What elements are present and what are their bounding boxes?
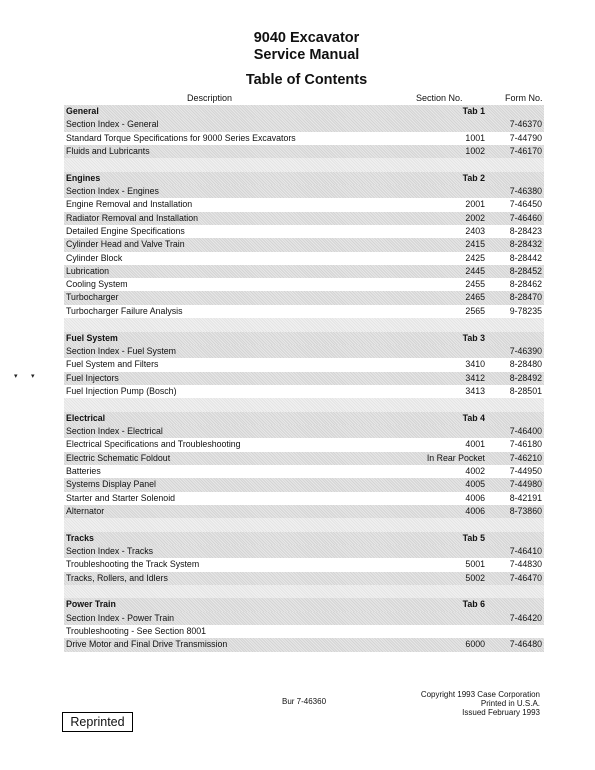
margin-mark: ▾ <box>31 373 35 380</box>
page-title: 9040 Excavator <box>253 30 360 46</box>
row-description: Detailed Engine Specifications <box>66 225 185 236</box>
row-section-number: 4002 <box>465 465 485 476</box>
row-description: Electrical Specifications and Troubleshooting <box>66 439 241 450</box>
row-form-number: 8-28492 <box>509 372 542 383</box>
table-row <box>64 265 544 278</box>
footer-imprint <box>421 690 540 717</box>
row-description: Standard Torque Specifications for 9000 Series Excavators <box>66 132 296 143</box>
row-description: Section Index - General <box>66 119 159 130</box>
toc-heading: Table of Contents <box>245 72 368 88</box>
row-description: Fuel Injection Pump (Bosch) <box>66 385 177 396</box>
row-section-number: 5002 <box>465 572 485 583</box>
row-form-number: 8-28442 <box>509 252 542 263</box>
section-name: Power Train <box>66 599 116 610</box>
row-description: Troubleshooting the Track System <box>66 559 200 570</box>
table-row <box>64 612 544 625</box>
row-form-number: 7-46370 <box>509 119 542 130</box>
row-description: Starter and Starter Solenoid <box>66 492 176 503</box>
row-form-number: 8-28480 <box>509 359 542 370</box>
row-section-number: 4006 <box>465 505 485 516</box>
row-form-number: 7-44830 <box>509 559 542 570</box>
row-form-number: 7-46400 <box>509 426 542 437</box>
row-form-number: 7-46380 <box>509 186 542 197</box>
section-heading-row <box>64 532 544 545</box>
table-row <box>64 465 544 478</box>
issued-line: Issued February 1993 <box>462 708 540 717</box>
row-form-number: 8-73860 <box>509 505 542 516</box>
section-heading-row <box>64 172 544 185</box>
row-section-number: 5001 <box>465 559 485 570</box>
table-row <box>64 425 544 438</box>
section-spacer <box>64 398 544 412</box>
column-header-row <box>64 93 544 105</box>
row-form-number: 7-46420 <box>509 612 542 623</box>
printed-line: Printed in U.S.A. <box>480 699 540 708</box>
table-row <box>64 558 544 571</box>
table-row <box>64 212 544 225</box>
table-row <box>64 305 544 318</box>
section-tab: Tab 6 <box>462 599 485 610</box>
row-section-number: 3413 <box>465 385 485 396</box>
row-form-number: 7-46170 <box>509 145 542 156</box>
row-form-number: 7-46460 <box>509 212 542 223</box>
row-description: Turbocharger <box>66 292 119 303</box>
row-form-number: 8-28452 <box>509 265 542 276</box>
row-description: Batteries <box>66 465 101 476</box>
row-description: Section Index - Power Train <box>66 612 175 623</box>
table-row <box>64 345 544 358</box>
row-form-number: 7-46480 <box>509 639 542 650</box>
column-header-form: Form No. <box>505 93 543 103</box>
row-section-number: 2425 <box>465 252 485 263</box>
row-description: Cylinder Head and Valve Train <box>66 239 185 250</box>
table-row <box>64 492 544 505</box>
row-section-number: 2001 <box>465 199 485 210</box>
table-row <box>64 545 544 558</box>
row-form-number: 7-44790 <box>509 132 542 143</box>
section-name: Electrical <box>66 412 106 423</box>
section-tab: Tab 5 <box>462 532 485 543</box>
section-name: General <box>66 106 99 116</box>
row-description: Electric Schematic Foldout <box>66 452 171 463</box>
section-spacer <box>64 318 544 332</box>
row-description: Drive Motor and Final Drive Transmission <box>66 639 228 650</box>
row-description: Engine Removal and Installation <box>66 199 193 210</box>
section-name: Engines <box>66 172 101 183</box>
row-description: Section Index - Electrical <box>66 426 163 437</box>
row-section-number: 2002 <box>465 212 485 223</box>
section-heading-row <box>64 332 544 345</box>
table-row <box>64 291 544 304</box>
row-description: Section Index - Fuel System <box>66 345 177 356</box>
table-row <box>64 132 544 145</box>
row-section-number: 1002 <box>465 145 485 156</box>
row-description: Troubleshooting - See Section 8001 <box>66 626 207 637</box>
section-spacer <box>64 158 544 172</box>
row-form-number: 8-28470 <box>509 292 542 303</box>
row-section-number: 4006 <box>465 492 485 503</box>
row-form-number: 8-28462 <box>509 279 542 290</box>
section-heading-row <box>64 105 544 118</box>
row-description: Fluids and Lubricants <box>66 145 150 156</box>
table-row <box>64 572 544 585</box>
table-row <box>64 358 544 371</box>
toc-table <box>64 105 544 652</box>
row-section-number: 6000 <box>465 639 485 650</box>
row-description: Lubrication <box>66 265 110 276</box>
section-heading-row <box>64 598 544 611</box>
table-row <box>64 452 544 465</box>
row-form-number: 8-28432 <box>509 239 542 250</box>
table-row <box>64 278 544 291</box>
bur-number: Bur 7-46360 <box>282 697 327 706</box>
reprinted-stamp: Reprinted <box>62 712 133 732</box>
table-row <box>64 145 544 158</box>
row-description: Cylinder Block <box>66 252 123 263</box>
column-header-section: Section No. <box>416 93 463 103</box>
table-row <box>64 252 544 265</box>
table-row <box>64 438 544 451</box>
table-row <box>64 625 544 638</box>
section-tab: Tab 1 <box>462 106 485 116</box>
row-form-number: 7-46180 <box>509 439 542 450</box>
row-section-number: In Rear Pocket <box>426 452 485 463</box>
row-section-number: 2403 <box>465 225 485 236</box>
row-form-number: 8-42191 <box>509 492 542 503</box>
row-form-number: 7-46390 <box>509 345 542 356</box>
row-form-number: 8-28501 <box>509 385 542 396</box>
title-block <box>0 30 595 89</box>
row-form-number: 8-28423 <box>509 225 542 236</box>
row-section-number: 4001 <box>465 439 485 450</box>
row-form-number: 9-78235 <box>509 305 542 316</box>
row-section-number: 2565 <box>465 305 485 316</box>
row-description: Fuel System and Filters <box>66 359 159 370</box>
table-row <box>64 638 544 651</box>
row-form-number: 7-46450 <box>509 199 542 210</box>
row-description: Tracks, Rollers, and Idlers <box>66 572 168 583</box>
section-tab: Tab 4 <box>462 412 485 423</box>
table-row <box>64 505 544 518</box>
page-subtitle: Service Manual <box>253 47 360 63</box>
row-section-number: 3412 <box>465 372 485 383</box>
section-name: Tracks <box>66 532 94 543</box>
table-row <box>64 198 544 211</box>
table-row <box>64 185 544 198</box>
row-description: Alternator <box>66 505 105 516</box>
table-row <box>64 478 544 491</box>
row-section-number: 2455 <box>465 279 485 290</box>
row-section-number: 2415 <box>465 239 485 250</box>
row-form-number: 7-44950 <box>509 465 542 476</box>
column-header-description: Description <box>187 93 233 103</box>
row-description: Systems Display Panel <box>66 479 156 490</box>
copyright-line: Copyright 1993 Case Corporation <box>420 690 540 699</box>
row-description: Cooling System <box>66 279 128 290</box>
section-spacer <box>64 518 544 532</box>
margin-mark: ▾ <box>14 373 18 380</box>
table-row <box>64 238 544 251</box>
table-row <box>64 118 544 131</box>
row-section-number: 2445 <box>465 265 485 276</box>
row-section-number: 3410 <box>465 359 485 370</box>
row-form-number: 7-46210 <box>509 452 542 463</box>
section-tab: Tab 3 <box>462 332 485 343</box>
table-row <box>64 385 544 398</box>
row-form-number: 7-46410 <box>509 545 542 556</box>
row-description: Radiator Removal and Installation <box>66 212 199 223</box>
row-section-number: 4005 <box>465 479 485 490</box>
row-description: Fuel Injectors <box>66 372 119 383</box>
row-description: Turbocharger Failure Analysis <box>66 305 183 316</box>
row-section-number: 1001 <box>465 132 485 143</box>
table-row <box>64 225 544 238</box>
section-tab: Tab 2 <box>462 172 485 183</box>
row-description: Section Index - Engines <box>66 186 159 197</box>
section-spacer <box>64 585 544 599</box>
table-row <box>64 372 544 385</box>
section-name: Fuel System <box>66 332 118 343</box>
row-description: Section Index - Tracks <box>66 545 154 556</box>
row-section-number: 2465 <box>465 292 485 303</box>
row-form-number: 7-46470 <box>509 572 542 583</box>
section-heading-row <box>64 412 544 425</box>
row-form-number: 7-44980 <box>509 479 542 490</box>
